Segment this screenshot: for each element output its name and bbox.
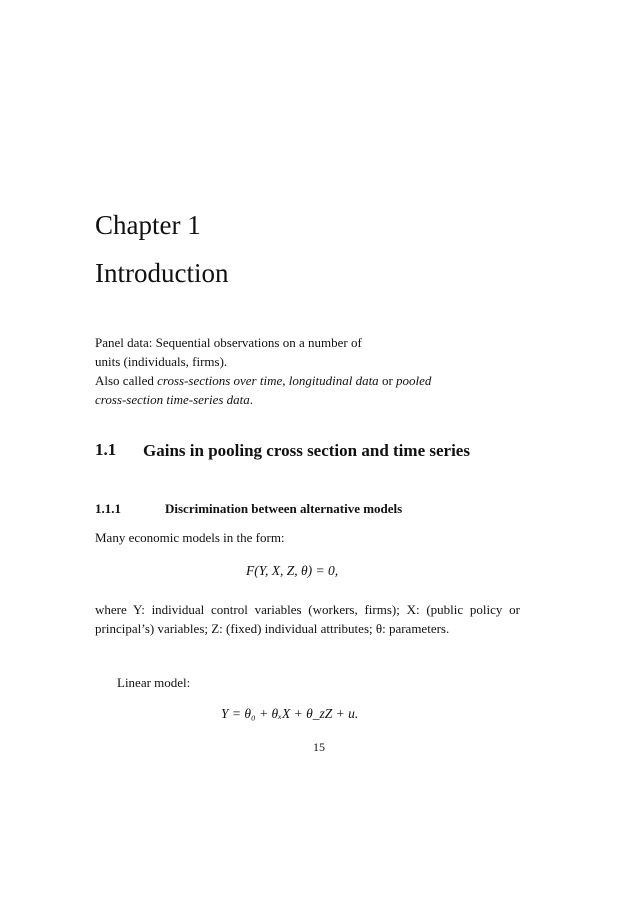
intro-end: .	[249, 392, 254, 407]
intro-line-4	[95, 390, 520, 409]
intro-paragraph	[95, 333, 520, 409]
intro-sep-1: ,	[282, 373, 289, 388]
equation-general-model: F(Y, X, Z, θ) = 0,	[246, 563, 339, 578]
chapter-label: Chapter 1	[95, 210, 201, 240]
paragraph-linear-model: Linear model:	[117, 675, 191, 690]
subsection-title: Discrimination between alternative models	[165, 501, 403, 516]
intro-prefix: Also called	[95, 373, 158, 388]
intro-line-2: units (individuals, firms).	[95, 354, 228, 369]
section-title: Gains in pooling cross section and time series	[143, 441, 470, 460]
term-cross-section-time-series: cross-section time-series data	[95, 392, 250, 407]
intro-line-3	[95, 371, 520, 390]
section-number: 1.1	[95, 440, 117, 459]
chapter-title: Introduction	[95, 258, 229, 288]
term-cross-sections: cross-sections over time	[157, 373, 283, 388]
paragraph-variables: where Y: individual control variables (workers, firms); X: (public policy or principal’s) variables; Z: (fixed) individual attributes; θ: parameters.	[95, 602, 520, 636]
paragraph-models: Many economic models in the form:	[95, 530, 285, 545]
page-number: 15	[313, 740, 325, 754]
intro-line-1: Panel data: Sequential observations on a number of	[95, 335, 362, 350]
intro-sep-2: or	[378, 373, 397, 388]
term-pooled: pooled	[396, 373, 432, 388]
subsection-number: 1.1.1	[95, 501, 121, 516]
term-longitudinal: longitudinal data	[288, 373, 379, 388]
equation-linear-model: Y = θ₀ + θₓX + θ_zZ + u.	[221, 706, 359, 721]
